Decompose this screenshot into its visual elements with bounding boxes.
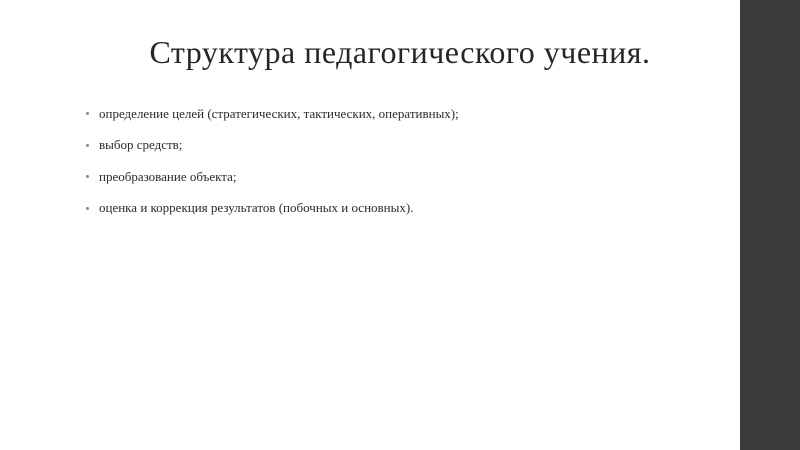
slide-title: Структура педагогического учения. — [149, 34, 651, 70]
bullet-text: определение целей (стратегических, тактических, оперативных); — [99, 105, 459, 121]
bullet-item — [86, 161, 459, 193]
bullet-text: преобразование объекта; — [99, 168, 237, 184]
bullet-item — [86, 98, 459, 130]
bullet-dot-icon — [86, 207, 89, 210]
bullet-text: оценка и коррекция результатов (побочных и основных). — [99, 200, 414, 216]
bullet-list — [86, 98, 459, 224]
bullet-text: выбор средств; — [99, 137, 183, 153]
bullet-dot-icon — [86, 112, 89, 115]
bullet-dot-icon — [86, 175, 89, 178]
bullet-dot-icon — [86, 144, 89, 147]
bullet-item — [86, 130, 459, 162]
bullet-item — [86, 193, 459, 225]
side-band — [740, 0, 800, 450]
